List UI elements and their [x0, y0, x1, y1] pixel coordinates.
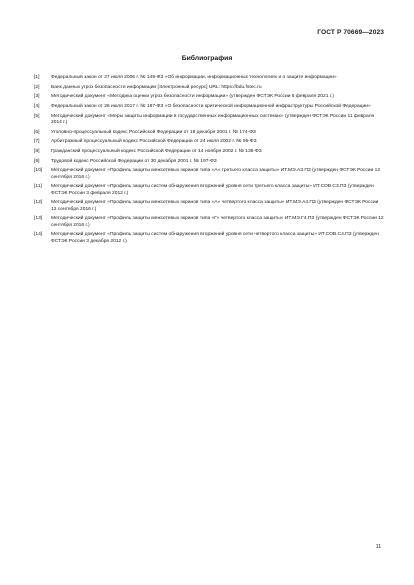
- bibliography-entry: [34, 130, 384, 136]
- entry-number: [12]: [34, 200, 43, 206]
- document-code: ГОСТ Р 70669—2023: [317, 29, 384, 36]
- entry-number: [4]: [34, 104, 40, 110]
- entry-number: [10]: [34, 168, 43, 174]
- bibliography-entry: [34, 168, 384, 181]
- entry-number: [8]: [34, 149, 40, 155]
- entry-number: [7]: [34, 139, 40, 145]
- bibliography-list: [34, 75, 384, 248]
- entry-text: Банк данных угроз безопасности информации [Электронный ресурс] URL: https://bdu.fstec.ru: [51, 84, 262, 90]
- entry-text: Арбитражный процессуальный кодекс Российской Федерации от 24 июля 2002 г. № 95-ФЗ: [51, 139, 257, 145]
- entry-text: Методический документ «Профиль защиты систем обнаружения вторжений уровня сети четвертого класса защиты» ИТ.СОВ.С4.ПЗ (утвержден ФСТЭК России 3 декабря 2012 г.): [51, 232, 379, 244]
- page-title: Библиография: [181, 55, 233, 62]
- bibliography-entry: [34, 75, 384, 81]
- entry-text: Методический документ «Профиль защиты систем обнаружения вторжений уровня сети третьего класса защиты» ИТ.СОВ.С3.ПЗ (утвержден ФСТЭК России 3 февраля 2012 г.): [51, 184, 374, 196]
- entry-number: [6]: [34, 129, 40, 135]
- bibliography-entry: [34, 216, 384, 229]
- bibliography-entry: [34, 184, 384, 197]
- entry-number: [2]: [34, 84, 40, 90]
- bibliography-entry: [34, 149, 384, 155]
- bibliography-entry: [34, 85, 384, 91]
- bibliography-entry: [34, 139, 384, 145]
- bibliography-entry: [34, 200, 384, 213]
- entry-number: [5]: [34, 113, 40, 119]
- entry-text: Уголовно-процессуальный кодекс Российской Федерации от 18 декабря 2001 г. № 174-ФЗ: [51, 129, 256, 135]
- entry-text: Федеральный закон от 27 июля 2006 г. № 149-ФЗ «Об информации, информационных технологиях и о защите информации»: [51, 75, 337, 80]
- entry-text: Методический документ «Профиль защиты межсетевых экранов типа «Г» четвертого класса защиты» ИТ.МЭ.Г4.ПЗ (утвержден ФСТЭК России 12 сентября 2016 г.): [51, 216, 384, 228]
- bibliography-entry: [34, 114, 384, 127]
- entry-number: [3]: [34, 94, 40, 100]
- entry-text: Федеральный закон от 26 июля 2017 г. № 187-ФЗ «О безопасности критической информационной инфраструктуры Российской Федерации»: [51, 104, 371, 110]
- entry-number: [13]: [34, 216, 43, 222]
- entry-text: Гражданский процессуальный кодекс Российской Федерации от 14 ноября 2002 г. № 138-ФЗ: [51, 149, 262, 155]
- page-number: 11: [375, 544, 381, 550]
- entry-text: Методический документ «Профиль защиты межсетевых экранов типа «А» четвертого класса защиты» ИТ.МЭ.А4.ПЗ (утвержден ФСТЭК России 12 сентября 2016 г.): [51, 200, 379, 212]
- entry-text: Методический документ «Профиль защиты межсетевых экранов типа «А» третьего класса защиты» ИТ.МЭ.А3.ПЗ (утвержден ФСТЭК России 12 сентября 2016 г.): [51, 168, 381, 180]
- entry-text: Методический документ «Методика оценки угроз безопасности информации» (утвержден ФСТЭК России 5 февраля 2021 г.): [51, 94, 334, 100]
- bibliography-entry: [34, 232, 384, 245]
- bibliography-entry: [34, 159, 384, 165]
- entry-number: [9]: [34, 158, 40, 164]
- entry-text: Методический документ «Меры защиты информации в государственных информационных системах» (утвержден ФСТЭК России 11 февраля 2014 г.): [51, 113, 375, 126]
- entry-number: [11]: [34, 184, 42, 190]
- entry-number: [1]: [34, 75, 40, 80]
- entry-text: Трудовой кодекс Российской Федерации от 30 декабря 2001 г. № 197-ФЗ: [51, 158, 217, 164]
- bibliography-entry: [34, 104, 384, 110]
- entry-number: [14]: [34, 232, 43, 238]
- bibliography-entry: [34, 94, 384, 100]
